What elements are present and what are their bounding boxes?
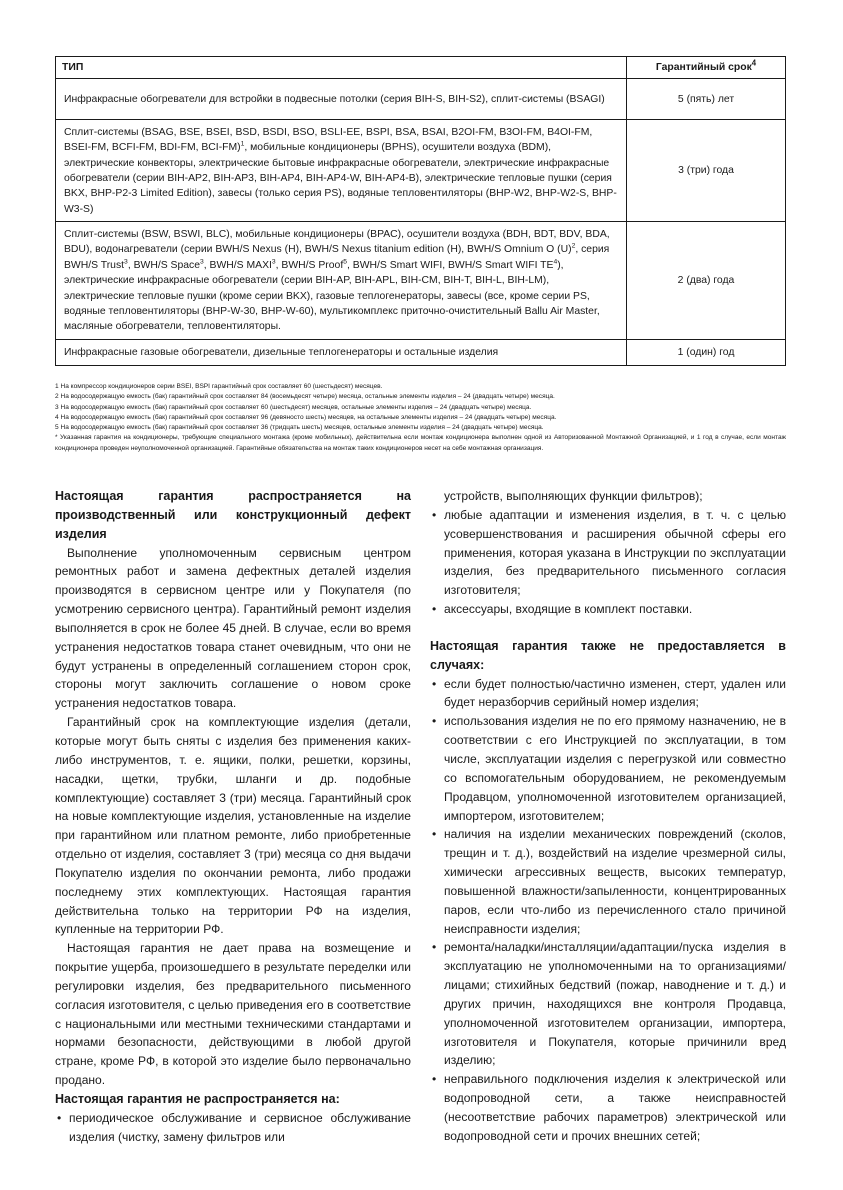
row-term-cell: 5 (пять) лет bbox=[627, 79, 786, 120]
footnote: 4 На водосодержащую емкость (бак) гарантийный срок составляет 96 (девяносто шесть) месяцев, на остальные элементы изделия – 24 (двадцать четыре) месяца. bbox=[55, 413, 557, 421]
paragraph: Настоящая гарантия не дает права на возмещение и покрытие ущерба, произошедшего в результате переделки или регулировки изделия, без предварительного письменного согласия изготовителя, с целью приведения его в соответствие с национальными или местными техническими стандартами и нормами безопасности, действующими в любой другой стране, кроме РФ, в которой это изделие было первоначально продано. bbox=[55, 941, 411, 1088]
footnote: 5 На водосодержащую емкость (бак) гарантийный срок составляет 36 (тридцать шесть) месяцев, остальные элементы изделия – 24 (двадцать четыре) месяца. bbox=[55, 424, 544, 432]
footnote: * Указанная гарантия на кондиционеры, требующие специального монтажа (кроме мобильных), действительна если монтаж кондиционера выполнен одной из Авторизованной Монтажной Организацией, и 1 год в случае, если монтаж кондиционера проведен неуполномоченной организацией. Гарантийные обязательства на монтаж таких кондиционеров несет на себе монтажная организация. bbox=[55, 434, 786, 452]
left-column bbox=[55, 487, 411, 1147]
row-type-cell: Сплит-системы (BSAG, BSE, BSEI, BSD, BSDI, BSO, BSLI-EE, BSPI, BSA, BSAI, B2OI-FM, B3OI-FM, B4OI-FM, BSEI-FM, BCFI-FM, BDI-FM, BCI-FM)$^1$, мобильные кондиционеры (BPHS), осушители воздуха (BDM), электрические конвекторы, электрические бытовые инфракрасные обогреватели, электрические инфракрасные обогреватели (серии BIH-AP2, BIH-AP3, BIH-AP4, BIH-AP4-W, BIH-AP4-B), электрические тепловые пушки (серия BKX, BHP-P2-3 Limited Edition), завесы (только серия PS), водяные тепловентиляторы (BHP-W2, BHP-W2-S, BHP-W3-S) bbox=[56, 120, 627, 222]
list-item: • неправильного подключения изделия к электрической или водопроводной сети, а также неисправностей (несоответствие рабочих параметров) электрической или водопроводной сети и прочих внешних сетей; bbox=[430, 1070, 786, 1145]
table-row bbox=[56, 79, 786, 120]
list-item: • использования изделия не по его прямому назначению, не в соответствии с его Инструкцией по эксплуатации, в том числе, эксплуатации изделия с перегрузкой или совместно со вспомогательным оборудованием, не рекомендуемым Продавцом, уполномоченной изготовителем организацией, импортером, изготовителем; bbox=[430, 712, 786, 825]
paragraph: Выполнение уполномоченным сервисным центром ремонтных работ и замена дефектных деталей изделия производятся в сервисном центре или у Покупателя (по усмотрению сервисного центра). Гарантийный ремонт изделия выполняется в срок не более 45 дней. В случае, если во время устранения недостатков товара станет очевидным, что они не будут устранены в определенный соглашением сторон срок, стороны могут заключить соглашение о новом сроке устранения недостатков товара. bbox=[55, 545, 411, 711]
section-heading: Настоящая гарантия распространяется на производственный или конструкционный дефект изделия bbox=[55, 489, 411, 541]
row-term-cell: 3 (три) года bbox=[627, 120, 786, 222]
list-item: • аксессуары, входящие в комплект поставки. bbox=[430, 600, 786, 619]
footnote: 3 На водосодержащую емкость (бак) гарантийный срок составляет 60 (шестьдесят) месяцев, остальные элементы изделия – 24 (двадцать четыре) месяца. bbox=[55, 403, 532, 411]
row-term-cell: 1 (один) год bbox=[627, 340, 786, 366]
row-term-cell: 2 (два) года bbox=[627, 222, 786, 340]
list-item: • любые адаптации и изменения изделия, в т. ч. с целью усовершенствования и расширения обычной сферы его применения, которая указана в Инструкции по эксплуатации изделия, без предварительного письменного согласия изготовителя; bbox=[430, 506, 786, 600]
footnote: 2 На водосодержащую емкость (бак) гарантийный срок составляет 84 (восемьдесят четыре) месяца, остальные элементы изделия – 24 (двадцать четыре) месяца. bbox=[55, 393, 555, 401]
paragraph: Гарантийный срок на комплектующие изделия (детали, которые могут быть сняты с изделия без применения каких-либо инструментов, т. е. ящики, полки, решетки, корзины, насадки, щетки, трубки, шланги и др. подобные комплектующие) составляет 3 (три) месяца. Гарантийный срок на новые комплектующие изделия, установленные на изделие при гарантийном или платном ремонте, либо приобретенные отдельно от изделия, составляет 3 (три) месяца со дня выдачи Покупателю изделия по окончании ремонта, либо продажи последнему этих комплектующих. Настоящая гарантия действительна только на территории РФ на изделия, купленные на территории РФ. bbox=[55, 715, 411, 937]
right-column bbox=[430, 487, 786, 1146]
bullet-list bbox=[430, 675, 786, 1146]
section-heading: Настоящая гарантия также не предоставляется в случаях: bbox=[430, 638, 786, 672]
bullet-list bbox=[55, 1109, 411, 1147]
section-heading: Настоящая гарантия не распространяется на: bbox=[55, 1092, 340, 1106]
list-item: • периодическое обслуживание и сервисное обслуживание изделия (чистку, замену фильтров или bbox=[55, 1109, 411, 1147]
spacer bbox=[430, 619, 786, 637]
row-type-cell: Инфракрасные обогреватели для встройки в подвесные потолки (серия BIH-S, BIH-S2), сплит-системы (BSAGI) bbox=[56, 79, 627, 120]
header-type: ТИП bbox=[56, 57, 627, 79]
bullet-list bbox=[430, 506, 786, 619]
table-header-row bbox=[56, 57, 786, 79]
row-type-cell: Инфракрасные газовые обогреватели, дизельные теплогенераторы и остальные изделия bbox=[56, 340, 627, 366]
footnote: 1 На компрессор кондиционеров серии BSEI, BSPI гарантийный срок составляет 60 (шестьдесят) месяцев. bbox=[55, 383, 383, 390]
paragraph-continuation: устройств, выполняющих функции фильтров); bbox=[444, 489, 703, 503]
table-row bbox=[56, 120, 786, 222]
row-type-cell: Сплит-системы (BSW, BSWI, BLC), мобильные кондиционеры (BPAC), осушители воздуха (BDH, BDT, BDV, BDA, BDU), водонагреватели (серии BWH/S Nexus (H), BWH/S Nexus titanium edition (H), BWH/S Omnium O $(U)^2$, серия BWH/S Trust$^3$, BWH/S Space$^3$, BWH/S MAXI$^3$, BWH/S Proof$^5$, BWH/S Smart WIFI, BWH/S Smart WIFI $TE^4$), электрические инфракрасные обогреватели (серии BIH-AP, BIH-APL, BIH-CM, BIH-T, BIH-L, BIH-LM), электрические тепловые пушки (кроме серии BKX), газовые теплогенераторы, завесы (все, кроме серии PS, водяные тепловентиляторы (BHP-W-30, BHP-W-60), мультикомплекс приточно-очистительный Ballu Air Master, масляные обогреватели, тепловентиляторы. bbox=[56, 222, 627, 340]
list-item: • ремонта/наладки/инсталляции/адаптации/пуска изделия в эксплуатацию не уполномоченными на то организациями/лицами; стихийных бедствий (пожар, наводнение и т. д.) и других причин, находящихся вне контроля Продавца, уполномоченной изготовителем организации, импортера, изготовителя и Покупателя, которые причинили вред изделию; bbox=[430, 938, 786, 1070]
list-item: • если будет полностью/частично изменен, стерт, удален или будет неразборчив серийный номер изделия; bbox=[430, 675, 786, 713]
table-row bbox=[56, 222, 786, 340]
warranty-table bbox=[55, 56, 786, 366]
table-row bbox=[56, 340, 786, 366]
header-warranty-term: Гарантийный срок$^4$ bbox=[627, 57, 786, 79]
list-item: • наличия на изделии механических повреждений (сколов, трещин и т. д.), воздействий на изделие чрезмерной силы, химически агрессивных веществ, высоких температур, повышенной влажности/запыленности, концентрированных паров, если что-либо из перечисленного стало причиной неисправности изделия; bbox=[430, 825, 786, 938]
footnotes bbox=[55, 382, 786, 454]
